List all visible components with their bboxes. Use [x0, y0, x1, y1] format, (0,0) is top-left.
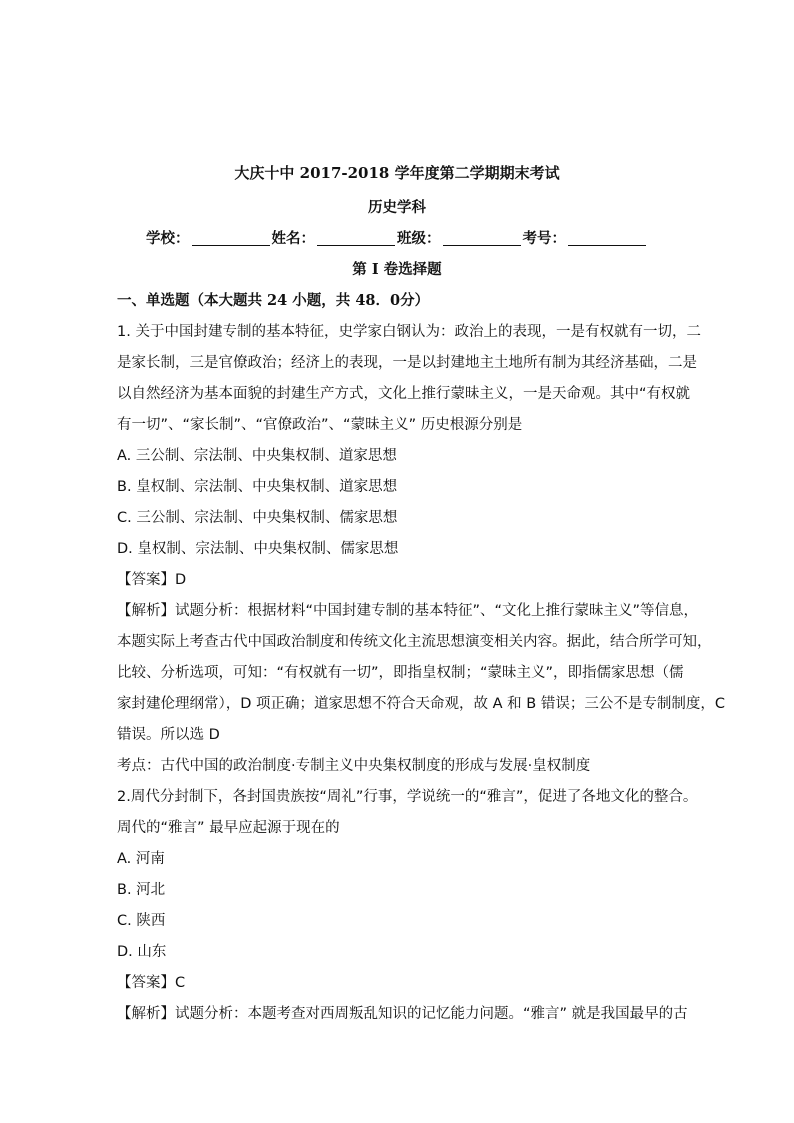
school-label: 学校：	[146, 230, 190, 247]
school-blank	[192, 231, 270, 246]
name-label: 姓名：	[271, 230, 315, 247]
exam-title: 大庆十中 2017-2018 学年度第二学期期末考试	[234, 164, 560, 182]
question-2-stem-line: 2.周代分封制下，各封国贵族按“周礼”行事，学说统一的“雅言”，促进了各地文化的整合。	[117, 789, 698, 805]
name-blank	[317, 231, 395, 246]
question-1-analysis-line: 错误。所以选 D	[117, 727, 220, 743]
student-info-fields	[0, 229, 794, 249]
question-2-option-c: C. 陕西	[117, 913, 166, 929]
class-label: 班级：	[397, 230, 441, 247]
question-1-option-a: A. 三公制、宗法制、中央集权制、道家思想	[117, 448, 397, 464]
section-heading: 一、单选题（本大题共 24 小题，共 48．0分）	[117, 292, 430, 309]
exam-subject: 历史学科	[368, 199, 426, 216]
question-1-knowledge-point: 考点：古代中国的政治制度·专制主义中央集权制度的形成与发展·皇权制度	[117, 758, 591, 774]
question-1-analysis-line: 比较、分析选项，可知：“有权就有一切”，即指皇权制；“蒙昧主义”，即指儒家思想（儒	[117, 665, 684, 681]
question-1-analysis-line: 【解析】试题分析：根据材料“中国封建专制的基本特征”、“文化上推行蒙昧主义”等信息，	[117, 603, 699, 619]
question-2-option-a: A. 河南	[117, 851, 165, 867]
exam-number-blank	[568, 231, 646, 246]
question-1-option-c: C. 三公制、宗法制、中央集权制、儒家思想	[117, 510, 398, 526]
question-1-option-d: D. 皇权制、宗法制、中央集权制、儒家思想	[117, 541, 399, 557]
question-1-option-b: B. 皇权制、宗法制、中央集权制、道家思想	[117, 479, 398, 495]
question-1-answer: 【答案】D	[117, 572, 187, 588]
exam-number-label: 考号：	[522, 230, 566, 247]
question-1-stem-line: 是家长制，三是官僚政治；经济上的表现，一是以封建地主土地所有制为其经济基础，二是	[117, 355, 697, 371]
question-2-option-d: D. 山东	[117, 944, 167, 960]
volume-heading: 第 I 卷选择题	[352, 261, 442, 278]
question-1-analysis-line: 本题实际上考查古代中国政治制度和传统文化主流思想演变相关内容。据此，结合所学可知，	[117, 634, 712, 650]
question-1-stem-line: 1. 关于中国封建专制的基本特征，史学家白钢认为：政治上的表现，一是有权就有一切，二	[117, 324, 701, 340]
question-1-stem-line: 以自然经济为基本面貌的封建生产方式，文化上推行蒙昧主义，一是天命观。其中“有权就	[117, 386, 691, 402]
question-1-stem-line: 有一切”、“家长制”、“官僚政治”、“蒙昧主义” 历史根源分别是	[117, 417, 523, 433]
question-2-analysis-line: 【解析】试题分析：本题考查对西周叛乱知识的记忆能力问题。“雅言” 就是我国最早的古	[117, 1006, 688, 1022]
question-2-stem-line: 周代的“雅言” 最早应起源于现在的	[117, 820, 340, 836]
question-2-answer: 【答案】C	[117, 975, 186, 991]
question-2-option-b: B. 河北	[117, 882, 166, 898]
class-blank	[443, 231, 521, 246]
question-1-analysis-line: 家封建伦理纲常），D 项正确；道家思想不符合天命观，故 A 和 B 错误；三公不是专制制度，C	[117, 696, 725, 712]
